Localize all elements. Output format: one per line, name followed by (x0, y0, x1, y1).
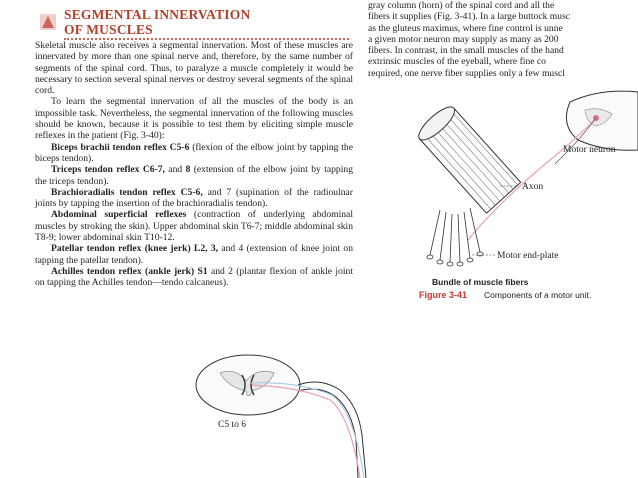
second-paragraph: To learn the segmental innervation of all the muscles of the body is an impossible task. Nevertheless, the segmental innervation of the following muscles should be known, because it is possible to test them by eliciting simple muscle reflexes in the patient (Fig. 3-40): (35, 96, 353, 142)
section-heading (64, 7, 324, 37)
label-motor-neuron: Motor neuron (563, 145, 616, 155)
left-column (35, 40, 353, 289)
right-line: gray column (horn) of the spinal cord and all the (368, 0, 555, 11)
right-column (368, 0, 638, 79)
reflex-item (35, 187, 353, 210)
right-line: a given motor neuron may supply as many as 200 (368, 33, 559, 45)
label-axon: Axon (522, 182, 544, 192)
right-line: as the gluteus maximus, where fine control is unne (368, 22, 563, 34)
reflex-name-extra: 8 (185, 164, 191, 176)
section-marker-icon (38, 12, 58, 32)
right-line: extrinsic muscles of the eyeball, where fine co (368, 56, 546, 68)
reflex-name: Brachioradialis tendon reflex C5-6, (51, 186, 203, 198)
reflex-item (35, 266, 353, 289)
right-line: fibers. In contrast, in the small muscles of the hand (368, 45, 564, 57)
reflex-desc: (contraction of underlying abdominal muscles by stroking the skin). Upper abdominal skin T6-7; middle abdominal skin T8-9; lower abdominal skin T10-12. (35, 209, 353, 244)
muscle-fibers (427, 208, 483, 266)
reflex-name: Achilles tendon reflex (ankle jerk) S1 (51, 265, 208, 277)
reflex-name: Patellar tendon reflex (knee jerk) L2, 3, (51, 243, 219, 255)
reflex-name: Abdominal superficial reflexes (51, 209, 187, 221)
right-line: required, one nerve fiber supplies only a few muscl (368, 67, 565, 79)
intro-paragraph: Skeletal muscle also receives a segmental innervation. Most of these muscles are innervated by more than one spinal nerve and, therefore, by the same number of segments of the spinal cord. Thus, to paralyze a muscle completely it would be necessary to section several spinal nerves or destroy several segments of the spinal cord. (35, 40, 353, 97)
figure-caption: Components of a motor unit. (484, 290, 592, 300)
spinal-cord-cross-section (196, 355, 300, 415)
reflex-desc: and 2 (plantar flexion of ankle joint on tapping the Achilles tendon—tendo calcaneus). (35, 265, 353, 289)
reflex-desc: (flexion of the elbow joint by tapping the biceps tendon). (35, 141, 353, 164)
reflex-conj: and (164, 164, 186, 176)
reflex-desc: and 7 (supination of the radioulnar joints by tapping the insertion of the brachioradialis tendon). (35, 186, 353, 210)
reflex-item (35, 209, 353, 243)
motor-unit-figure (400, 80, 638, 305)
figure-number: Figure 3-41 (419, 290, 468, 300)
heading-line-1: SEGMENTAL INNERVATION (64, 7, 251, 22)
reflex-item (35, 142, 353, 165)
right-line: fibers it supplies (Fig. 3-41). In a large buttock musc (368, 11, 571, 23)
reflex-desc: and 4 (extension of knee joint on tapping the patellar tendon). (35, 243, 353, 266)
reflex-desc: (extension of the elbow joint by tapping the triceps tendon). (35, 164, 353, 187)
reflex-name: Biceps brachii tendon reflex C5-6 (51, 141, 190, 153)
reflex-item (35, 164, 353, 187)
heading-line-2: OF MUSCLES (64, 22, 153, 37)
reflex-item (35, 243, 353, 266)
label-segment: C5 to 6 (218, 420, 246, 430)
label-bundle: Bundle of muscle fibers (432, 277, 529, 287)
spinal-segment-figure (180, 345, 390, 478)
nerve-root (298, 382, 366, 478)
label-motor-end-plate: Motor end-plate (497, 251, 559, 261)
reflex-name: Triceps tendon reflex C6-7, (51, 164, 165, 176)
muscle-bundle (414, 102, 520, 213)
